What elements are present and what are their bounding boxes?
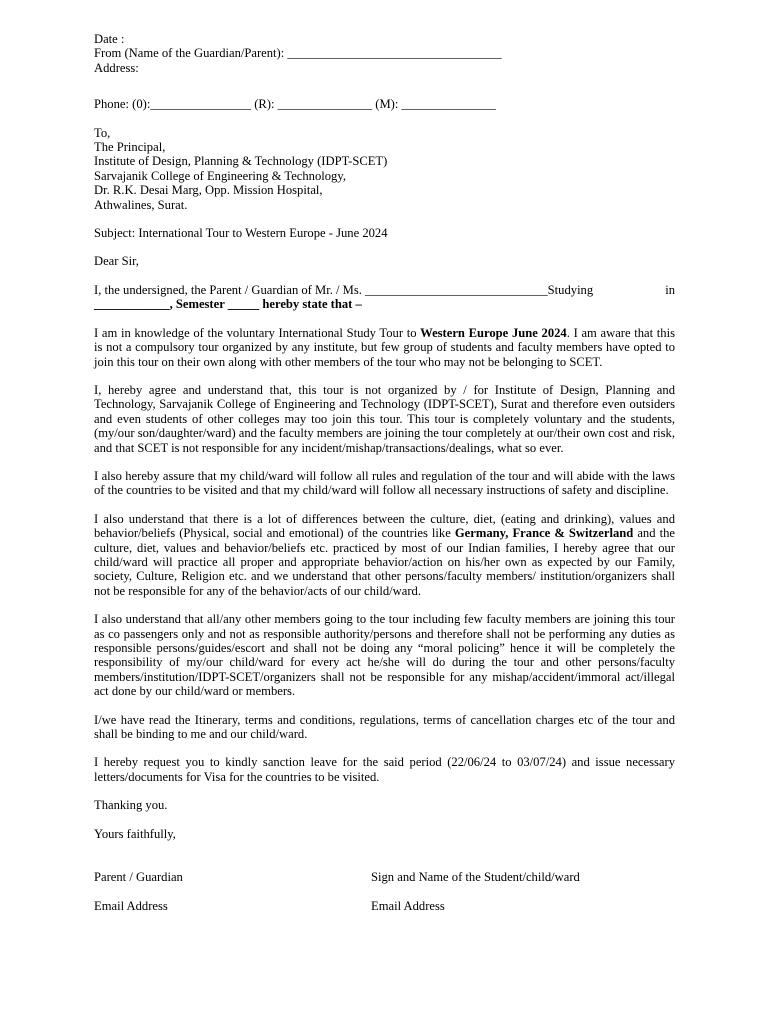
p4-text-end: and the culture, diet, values and behavior/beliefs etc. practiced by most of our Indian families, I hereby agree that our child/ward will practice all proper and appropriate behavior/action on his/her own as expected by our Family, society, Culture, Religion etc. and we understand that other persons/faculty members/ institution/organizers shall not be responsible for any of the behavior/acts of our child/ward. — [94, 526, 675, 598]
spacer — [94, 699, 675, 713]
student-email-label: Email Address — [371, 899, 445, 914]
spacer — [94, 841, 675, 870]
recipient-city: Athwalines, Surat. — [94, 197, 188, 212]
email-row — [94, 899, 675, 914]
paragraph-culture — [94, 512, 675, 598]
p1-bold-destination: Western Europe June 2024 — [420, 325, 567, 340]
spacer — [94, 498, 675, 512]
spacer — [94, 312, 675, 326]
spacer — [94, 784, 675, 798]
p4-text-start: I also understand that there is a lot of differences between the culture, diet, (eating and drinking), values and behavior/beliefs (Physical, social and emotional) of the countries like — [94, 511, 675, 541]
paragraph-itinerary: I/we have read the Itinerary, terms and conditions, regulations, terms of cancellation charges etc of the tour and shall be binding to me and our child/ward. — [94, 712, 675, 742]
paragraph-leave-request: I hereby request you to kindly sanction leave for the said period (22/06/24 to 03/07/24) and issue necessary letters/documents for Visa for the countries to be visited. — [94, 755, 675, 784]
paragraph-agreement: I, hereby agree and understand that, this tour is not organized by / for Institute of Design, Planning and Technology, Sarvajanik College of Engineering and Technology (IDPT-SCET), Surat and therefore even outsiders and even students of other colleges may too join this tour. This tour is completely voluntary and the students, (my/our son/daughter/ward) and the faculty members are joining the tour completely at our/their own cost and risk, and that SCET is not responsible for any incident/mishap/transactions/dealings, what so ever. — [94, 382, 675, 455]
p1-text-end: . I am aware that this is not a compulsory tour organized by any institute, but few group of students and faculty members have opted to join this tour on their own along with other members of the tour who may not be belonging to SCET. — [94, 325, 676, 369]
spacer — [94, 885, 675, 899]
recipient-to: To, — [94, 125, 111, 140]
signature-row — [94, 870, 675, 885]
salutation: Dear Sir, — [94, 254, 139, 269]
spacer — [94, 598, 675, 612]
date-label: Date : — [94, 32, 125, 46]
spacer — [94, 741, 675, 755]
recipient-street: Dr. R.K. Desai Marg, Opp. Mission Hospital, — [94, 183, 323, 198]
spacer — [94, 369, 675, 383]
intro-line-1-left: I, the undersigned, the Parent / Guardian of Mr. / Ms. _____________________________Studying — [94, 282, 594, 297]
spacer — [94, 112, 675, 126]
recipient-institute: Institute of Design, Planning & Technology (IDPT-SCET) — [94, 154, 388, 169]
recipient-title: The Principal, — [94, 140, 166, 155]
recipient-college: Sarvajanik College of Engineering & Technology, — [94, 168, 346, 183]
phone-line: Phone: (0):________________ (R): _______________ (M): _______________ — [94, 97, 496, 112]
p4-bold-countries: Germany, France & Switzerland — [454, 526, 634, 541]
paragraph-responsibility: I also understand that all/any other members going to the tour including few faculty members are joining this tour as co passengers only and not as responsible authority/persons and therefore shall not be performing any duties as responsible persons/guides/escort and shall not be doing any “moral policing” hence it will be completely the responsibility of my/our child/ward for every act he/she will do during the tour and other persons/faculty members/institution/IDPT-SCET/organizers shall not be responsible for any mishap/accident/immoral act/illegal act done by our child/ward or members. — [94, 612, 675, 699]
parent-guardian-label: Parent / Guardian — [94, 870, 183, 885]
spacer — [94, 455, 675, 469]
p1-text-start: I am in knowledge of the voluntary International Study Tour to — [94, 325, 421, 340]
letter-page — [94, 32, 675, 914]
address-label: Address: — [94, 60, 139, 75]
paragraph-knowledge — [94, 326, 675, 369]
spacer — [94, 269, 675, 283]
intro-line-1-right: in — [665, 282, 675, 297]
spacer — [94, 75, 675, 97]
student-sign-label: Sign and Name of the Student/child/ward — [371, 870, 580, 885]
thanking-line: Thanking you. — [94, 798, 168, 813]
yours-faithfully: Yours faithfully, — [94, 826, 176, 841]
intro-line-1 — [94, 283, 675, 297]
spacer — [94, 813, 675, 827]
parent-email-label: Email Address — [94, 899, 168, 914]
from-guardian-line: From (Name of the Guardian/Parent): __________________________________ — [94, 46, 502, 61]
intro-line-2: ____________, Semester _____ hereby state that – — [94, 297, 362, 312]
spacer — [94, 212, 675, 226]
subject-line: Subject: International Tour to Western Europe - June 2024 — [94, 226, 388, 241]
paragraph-rules: I also hereby assure that my child/ward will follow all rules and regulation of the tour and will abide with the laws of the countries to be visited and that my child/ward will follow all necessary instructions of safety and discipline. — [94, 468, 675, 498]
spacer — [94, 240, 675, 254]
